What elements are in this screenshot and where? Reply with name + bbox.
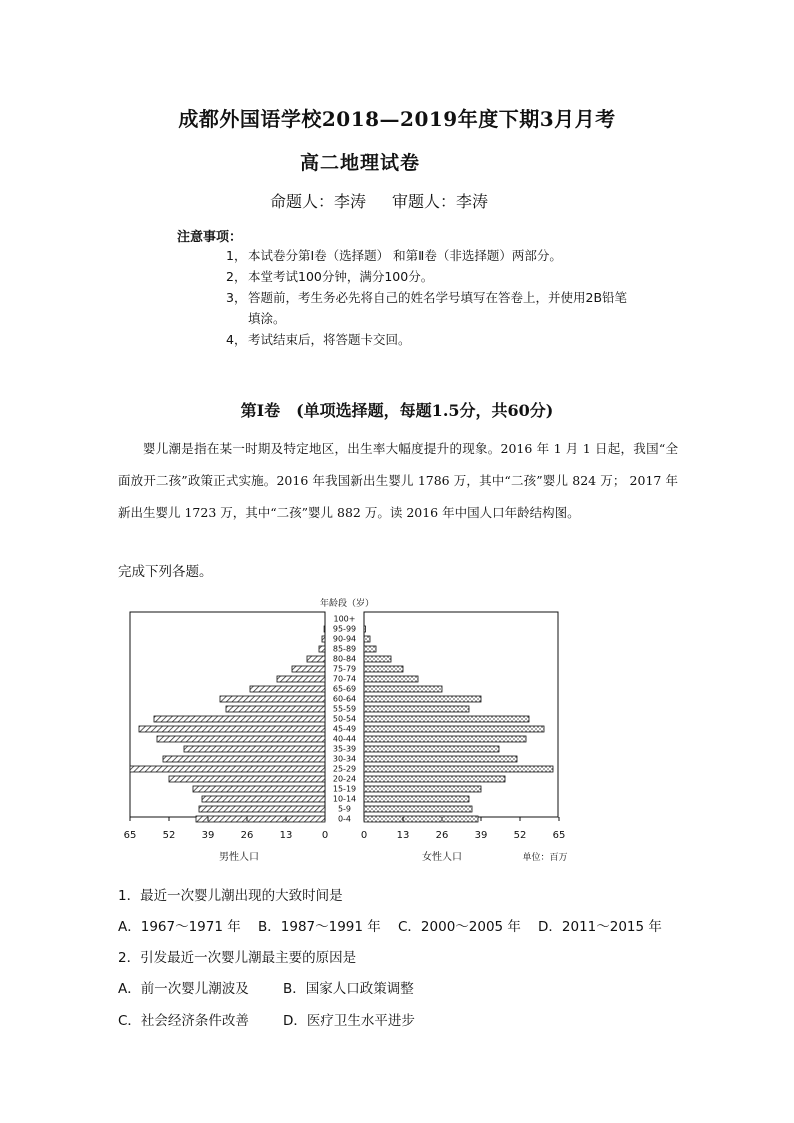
age-label: 55-59 — [332, 704, 357, 714]
female-bar — [364, 646, 376, 652]
age-label: 80-84 — [332, 654, 357, 664]
male-bar — [139, 726, 325, 732]
male-bar — [196, 816, 325, 822]
female-bar — [364, 796, 469, 802]
option-d[interactable]: D．2011～2015 年 — [538, 919, 662, 935]
male-bar — [193, 786, 325, 792]
male-bar — [226, 706, 325, 712]
x-tick-label: 52 — [513, 830, 527, 841]
male-bar — [307, 656, 325, 662]
male-bar — [202, 796, 325, 802]
age-label: 60-64 — [332, 694, 357, 704]
x-tick-label: 13 — [396, 830, 410, 841]
instruction: 完成下列各题。 — [118, 564, 213, 580]
female-bar — [364, 776, 505, 782]
male-bar — [169, 776, 325, 782]
authors-line — [270, 189, 488, 212]
male-bar — [322, 636, 325, 642]
option-a[interactable]: A．1967～1971 年 — [118, 919, 241, 935]
female-bar — [364, 736, 526, 742]
male-bar — [319, 646, 325, 652]
female-bar — [364, 676, 418, 682]
x-tick-label: 65 — [123, 830, 137, 841]
exam-subtitle: 高二地理试卷 — [300, 152, 421, 174]
question-1-options — [118, 915, 662, 935]
question-1-stem: 1．最近一次婴儿潮出现的大致时间是 — [118, 888, 343, 904]
x-tick-label: 52 — [162, 830, 176, 841]
unit-label: 单位：百万 — [522, 853, 568, 863]
male-bar — [163, 756, 325, 762]
note-item: 4， 考试结束后，将答题卡交回。 — [226, 332, 411, 347]
x-tick-label: 65 — [552, 830, 566, 841]
note-item: 2， 本堂考试100分钟，满分100分。 — [226, 269, 434, 284]
female-bar — [364, 806, 472, 812]
passage: 婴儿潮是指在某一时期及特定地区，出生率大幅度提升的现象。2016 年 1 月 1 日起，我国“全面放开二孩”政策正式实施。2016 年我国新出生婴儿 1786 万，其中“二孩”婴儿 824 万； 2017 年新出生婴儿 1723 万，其中“二孩”婴儿 882 万。读 2016 年中国人口年龄结构图。 — [118, 441, 678, 520]
female-bar — [364, 666, 403, 672]
female-bar — [364, 686, 442, 692]
age-label: 5-9 — [337, 804, 352, 814]
age-label: 35-39 — [332, 744, 357, 754]
age-label: 15-19 — [332, 784, 357, 794]
male-bar — [220, 696, 325, 702]
x-tick-label: 0 — [321, 830, 329, 841]
x-tick-label: 0 — [360, 830, 368, 841]
age-label: 90-94 — [332, 634, 357, 644]
age-label: 10-14 — [332, 794, 357, 804]
male-bar — [199, 806, 325, 812]
note-item: 3， 答题前，考生务必先将自己的姓名学号填写在答卷上，并使用2B铅笔 — [226, 290, 628, 305]
exam-title: 成都外国语学校2018—2019年度下期3月月考 — [178, 107, 616, 131]
age-label: 75-79 — [332, 664, 357, 674]
age-label: 40-44 — [332, 734, 357, 744]
option-c[interactable]: C．社会经济条件改善 — [118, 1013, 249, 1029]
age-label: 85-89 — [332, 644, 357, 654]
female-bar — [364, 696, 481, 702]
population-pyramid-chart — [115, 592, 585, 867]
female-bar — [364, 706, 469, 712]
age-label: 50-54 — [332, 714, 357, 724]
female-bar — [364, 746, 499, 752]
male-bar — [154, 716, 325, 722]
male-bar — [324, 626, 325, 632]
age-label: 25-29 — [332, 764, 357, 774]
xlabel-female: 女性人口 — [422, 852, 462, 863]
chart-title: 年龄段（岁） — [319, 599, 375, 609]
age-label: 20-24 — [332, 774, 357, 784]
x-tick-label: 26 — [435, 830, 449, 841]
question-2-options-row2 — [118, 1009, 415, 1029]
x-tick-label: 39 — [474, 830, 488, 841]
note-item: 填涂。 — [248, 311, 286, 326]
option-a[interactable]: A．前一次婴儿潮波及 — [118, 981, 249, 997]
female-bar — [364, 726, 544, 732]
age-label: 65-69 — [332, 684, 357, 694]
male-bar — [130, 766, 325, 772]
option-c[interactable]: C．2000～2005 年 — [398, 919, 521, 935]
female-bar — [364, 626, 366, 632]
xlabel-male: 男性人口 — [219, 852, 259, 863]
x-tick-label: 39 — [201, 830, 215, 841]
option-d[interactable]: D．医疗卫生水平进步 — [283, 1013, 415, 1029]
age-label: 70-74 — [332, 674, 357, 684]
age-label: 95-99 — [332, 624, 357, 634]
female-bar — [364, 636, 370, 642]
section-title: 第Ⅰ卷 (单项选择题，每题1.5分，共60分) — [240, 401, 554, 420]
reviewer: 审题人：李涛 — [392, 192, 489, 211]
age-label: 30-34 — [332, 754, 357, 764]
female-bar — [364, 816, 478, 822]
male-bar — [250, 686, 325, 692]
female-bar — [364, 716, 529, 722]
age-label: 45-49 — [332, 724, 357, 734]
x-tick-label: 13 — [279, 830, 293, 841]
option-b[interactable]: B．国家人口政策调整 — [283, 981, 414, 997]
age-label: 0-4 — [337, 814, 352, 824]
age-label: 100+ — [333, 614, 356, 624]
female-bar — [364, 766, 553, 772]
male-bar — [184, 746, 325, 752]
notes-heading: 注意事项： — [177, 230, 243, 245]
female-bar — [364, 786, 481, 792]
question-2-options — [118, 977, 414, 997]
note-item: 1， 本试卷分第Ⅰ卷（选择题） 和第Ⅱ卷（非选择题）两部分。 — [226, 248, 562, 263]
option-b[interactable]: B．1987～1991 年 — [258, 919, 381, 935]
question-2-stem: 2．引发最近一次婴儿潮最主要的原因是 — [118, 950, 357, 966]
female-bar — [364, 656, 391, 662]
setter: 命题人：李涛 — [270, 192, 367, 211]
x-tick-label: 26 — [240, 830, 254, 841]
male-bar — [277, 676, 325, 682]
female-bar — [364, 756, 517, 762]
male-bar — [292, 666, 325, 672]
male-bar — [157, 736, 325, 742]
